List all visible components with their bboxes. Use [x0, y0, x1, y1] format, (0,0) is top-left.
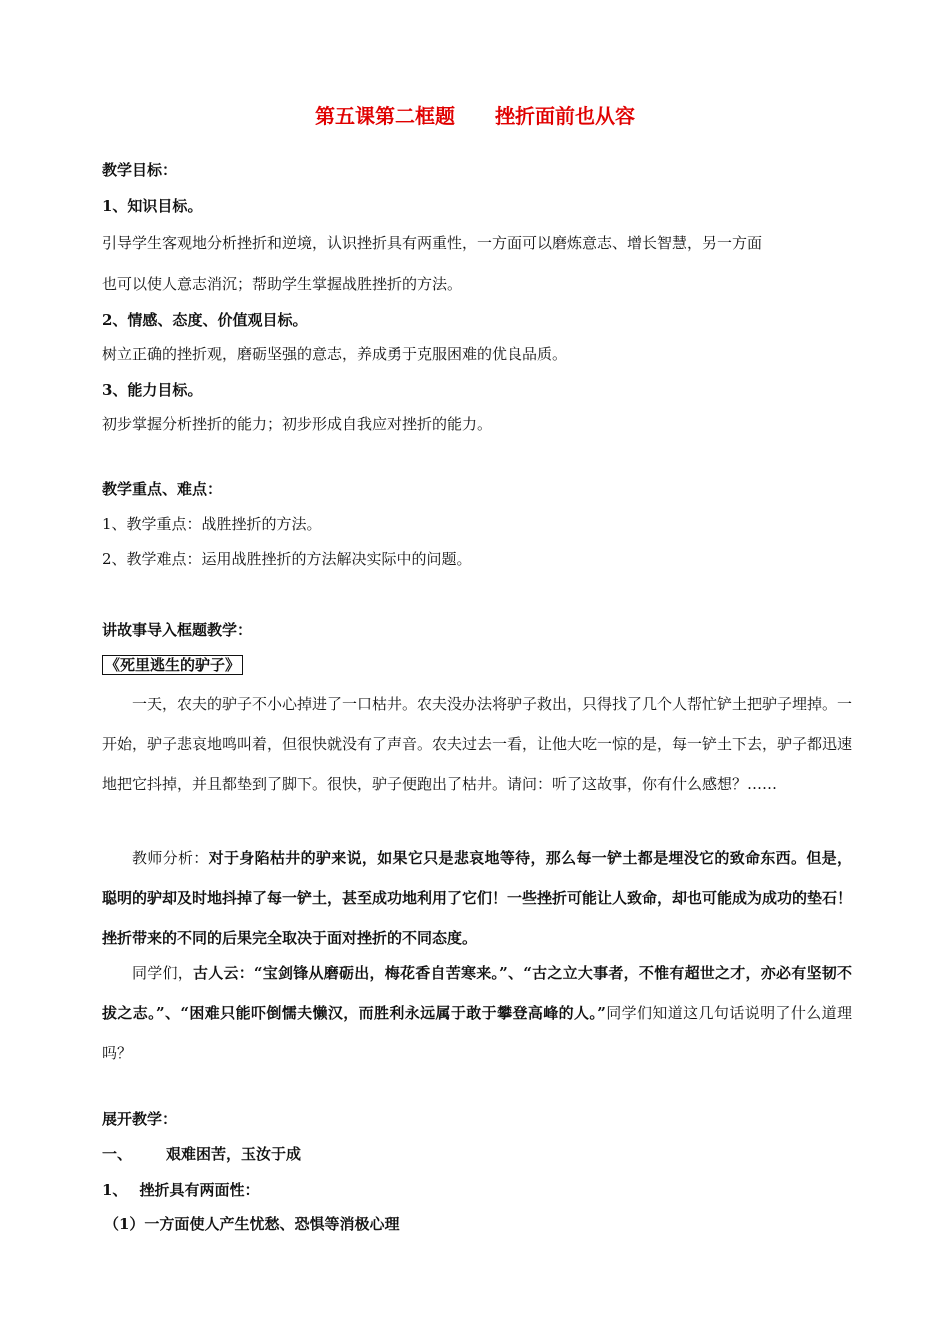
analysis-text: 对于身陷枯井的驴来说，如果它只是悲哀地等待，那么每一铲土都是埋没它的致命东西。但是，聪明的驴却及时地抖掉了每一铲土，甚至成功地利用了它们！一些挫折可能让人致命，却也可能成为成功的垫石！挫折带来的不同的后果完全取决于面对挫折的不同态度。 — [102, 849, 853, 947]
section-number: 一、 — [102, 1145, 133, 1163]
sub-item-1: （1）一方面使人产生忧愁、恐惧等消极心理 — [104, 1215, 400, 1233]
story-title: 《死里逃生的驴子》 — [102, 655, 243, 675]
knowledge-objective-line-1: 引导学生客观地分析挫折和逆境，认识挫折具有两重性，一方面可以磨炼意志、增长智慧，另一方面 — [102, 234, 763, 252]
ability-objective-title: 3、能力目标。 — [102, 381, 203, 399]
ability-objective-line: 初步掌握分析挫折的能力；初步形成自我应对挫折的能力。 — [102, 415, 493, 433]
story-paragraph: 一天，农夫的驴子不小心掉进了一口枯井。农夫没办法将驴子救出，只得找了几个人帮忙铲土把驴子埋掉。一开始，驴子悲哀地鸣叫着，但很快就没有了声音。农夫过去一看，让他大吃一惊的是，每一铲土下去，驴子都迅速地把它抖掉，并且都垫到了脚下。很快，驴子便跑出了枯井。请问：听了这故事，你有什么感想？…… — [102, 695, 853, 793]
quote-outro: 同学们知道这几句话说明了什么道理吗？ — [102, 1004, 852, 1062]
knowledge-objective-line-2: 也可以使人意志消沉；帮助学生掌握战胜挫折的方法。 — [102, 275, 463, 293]
quote-intro: 同学们， — [132, 964, 193, 982]
knowledge-objective-title: 1、知识目标。 — [102, 197, 203, 215]
emotion-objective-line: 树立正确的挫折观，磨砺坚强的意志，养成勇于克服困难的优良品质。 — [102, 345, 568, 363]
keypoint-2: 2、教学难点：运用战胜挫折的方法解决实际中的问题。 — [102, 550, 472, 568]
item-number: 1、 — [102, 1181, 128, 1199]
item-1 — [102, 1180, 259, 1200]
analysis-paragraph — [102, 838, 852, 958]
section-1 — [102, 1144, 301, 1164]
story-title-box — [102, 655, 243, 675]
objectives-heading: 教学目标： — [102, 161, 178, 179]
keypoint-1: 1、教学重点：战胜挫折的方法。 — [102, 515, 322, 533]
keypoints-heading: 教学重点、难点： — [102, 480, 223, 498]
quote-text: 古人云：“宝剑锋从磨砺出，梅花香自苦寒来。”、“古之立大事者，不惟有超世之才，亦必有坚韧不拔之志。”、“困难只能吓倒懦夫懒汉，而胜利永远属于敢于攀登高峰的人。” — [102, 964, 852, 1022]
page-title: 第五课第二框题 挫折面前也从容 — [315, 104, 635, 128]
analysis-label: 教师分析： — [132, 849, 209, 867]
quote-paragraph — [102, 953, 852, 1073]
emotion-objective-title: 2、情感、态度、价值观目标。 — [102, 311, 308, 329]
story-heading: 讲故事导入框题教学： — [102, 621, 253, 639]
teaching-heading: 展开教学： — [102, 1110, 178, 1128]
section-title: 艰难困苦，玉汝于成 — [166, 1145, 302, 1163]
item-title: 挫折具有两面性： — [139, 1181, 260, 1199]
